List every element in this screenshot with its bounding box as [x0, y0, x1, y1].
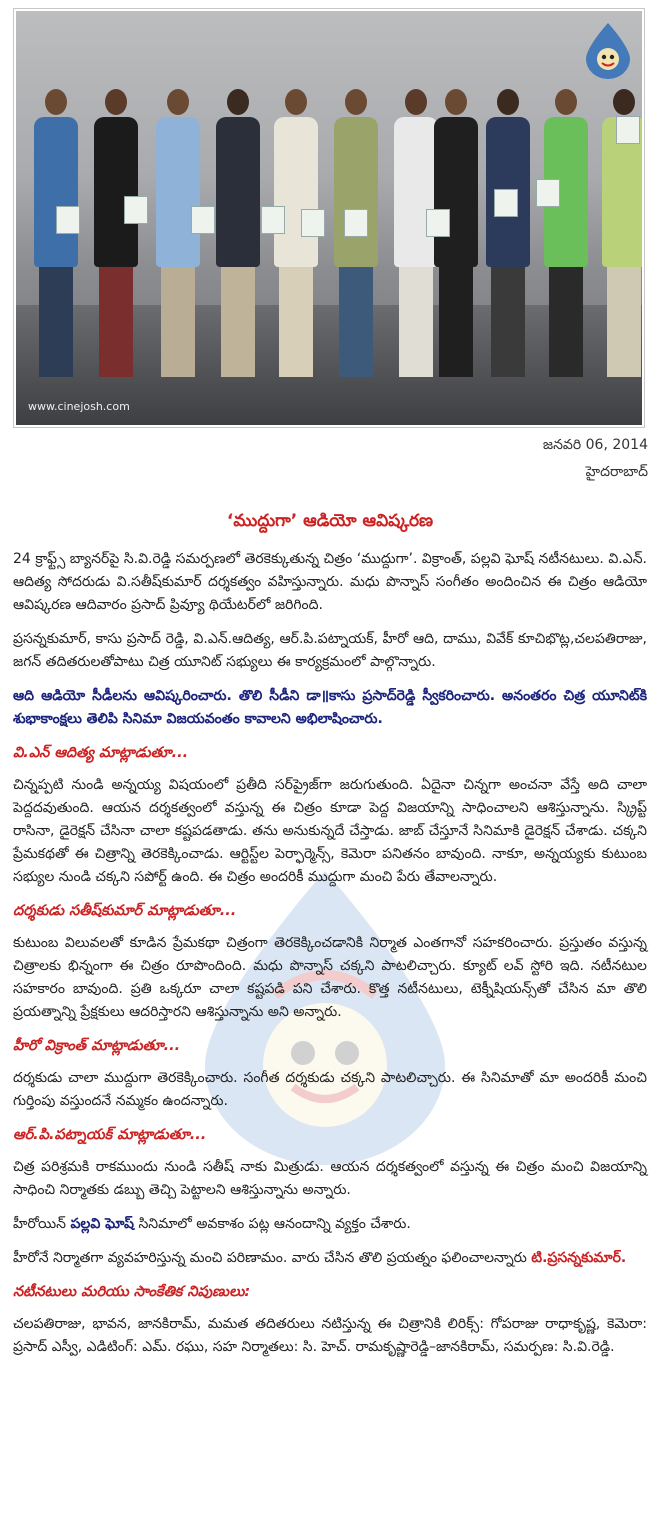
group-photo [16, 11, 642, 425]
cd-cover [536, 179, 560, 207]
cd-cover [344, 209, 368, 237]
section-heading: దర్శకుడు సతీష్‌కుమార్ మాట్లాడుతూ... [13, 903, 237, 919]
article-headline: ‘ముద్దుగా’ ఆడియో ఆవిష్కరణ [226, 511, 434, 531]
cd-cover [301, 209, 325, 237]
section-heading: హీరో విక్రాంత్ మాట్లాడుతూ... [13, 1038, 181, 1054]
paragraph [13, 1213, 647, 1236]
paragraph: కుటుంబ విలువలతో కూడిన ప్రేమకథా చిత్రంగా తెరకెక్కించడానికి నిర్మాత ఎంతగానో సహకరించారు. ప్రస్తుతం వస్తున్న చిత్రాలకు భిన్నంగా ఈ చిత్రం రూపొందింది. మధు పొన్నాస్ చక్కని పాటలిచ్చారు. క్యూట్ లవ్ స్టోరి ఇది. నటీనటుల సహకారం బావుంది. ప్రతి ఒక్కరూ చాలా కష్టపడి పని చేశారు. కొత్త నటీనటులు, టెక్నీషియన్స్‌తో చేసిన మా తొలి ప్రయత్నాన్ని ప్రేక్షకులు ఆదరిస్తారని ఆశిస్తున్నాను అని అన్నారు. [13, 935, 647, 1020]
article-place: హైదరాబాద్ [585, 464, 648, 480]
cd-cover [494, 189, 518, 217]
text: హీరోయిన్ [13, 1216, 71, 1232]
heroine-name: పల్లవి ఘోష్ [70, 1216, 135, 1232]
paragraph: చిన్నప్పటి నుండి అన్నయ్య విషయంలో ప్రతీది సర్‌ప్రైజ్‌గా జరుగుతుంది. ఏదైనా చిన్నగా అంచనా వేస్తే అది చాలా పెద్దదవుతుంది. ఆయన దర్శకత్వంలో వస్తున్న ఈ చిత్రం కూడా పెద్ద విజయాన్ని సాధించాలని ఆశిస్తున్నాను. స్క్రిప్ట్ రాసినా, డైరెక్షన్ చేసినా చాలా కష్టపడతాడు. తను అనుకున్నదే చేస్తాడు. జాబ్ చేస్తూనే సినిమాకి డైరెక్షన్ చేశాడు. చక్కని ప్రేమకథతో ఈ చిత్రాన్ని తెరకెక్కించాడు. ఆర్టిస్ట్‌ల పెర్ఫార్మెన్స్, కెమెరా పనితనం బావుంది. నాకూ, అన్నయ్యకు కుటుంబ సభ్యుల నుండి చక్కని సపోర్ట్ ఉంది. ఈ చిత్రం అందరికీ ముద్దుగా మంచి పేరు తేవాలన్నారు. [13, 777, 647, 885]
paragraph-highlight: ఆది ఆడియో సీడీలను ఆవిష్కరించారు. తొలి సీడీని డా॥కాసు ప్రసాద్‌రెడ్డి స్వీకరించారు. అనంతరం చిత్ర యూనిట్‌కి శుభాకాంక్షలు తెలిపి సినిమా విజయవంతం కావాలని అభిలాషించారు. [13, 688, 647, 727]
paragraph: చలపతిరాజు, భావన, జానకిరామ్, మమత తదితరులు నటిస్తున్న ఈ చిత్రానికి లిరిక్స్: గోపరాజు రాధాకృష్ణ, కెమెరా: ప్రసాద్ ఎస్వీ, ఎడిటింగ్: ఎమ్. రఘు, సహ నిర్మాతలు: సి. హెచ్. రామకృష్ణారెడ్డి–జానకిరామ్, సమర్పణ: సి.వి.రెడ్డి. [13, 1316, 647, 1355]
person-9 [486, 89, 530, 377]
cd-cover [56, 206, 80, 234]
section-heading: ఆర్.పి.పట్నాయక్ మాట్లాడుతూ... [13, 1127, 207, 1143]
person-4 [216, 89, 260, 377]
section-heading: నటీనటులు మరియు సాంకేతిక నిపుణులు: [13, 1284, 251, 1300]
cd-cover [191, 206, 215, 234]
paragraph [13, 1247, 647, 1270]
cd-cover [616, 116, 640, 144]
cd-cover [426, 209, 450, 237]
section-heading: వి.ఎన్ ఆదిత్య మాట్లాడుతూ... [13, 745, 189, 761]
paragraph: 24 క్రాఫ్ట్స్ బ్యానర్‌పై సి.వి.రెడ్డి సమర్పణలో తెరకెక్కుతున్న చిత్రం ‘ముద్దుగా’. విక్రాంత్, పల్లవి ఘోష్ నటీనటులు. వి.ఎన్. ఆదిత్య సోదరుడు వి.సతీష్‌కుమార్ దర్శకత్వం వహిస్తున్నారు. మధు పొన్నాస్ సంగీతం అందించిన ఈ చిత్రం ఆడియో ఆవిష్కరణ ఆదివారం ప్రసాద్ ప్రివ్యూ థియేటర్‌లో జరిగింది. [13, 551, 647, 613]
paragraph: ప్రసన్నకుమార్, కాసు ప్రసాద్ రెడ్డి, వి.ఎన్.ఆదిత్య, ఆర్.పి.పట్నాయక్, హీరో ఆది, దాము, వివేక్ కూచిభొట్ల,చలపతిరాజు, జగన్ తదితరులతోపాటు చిత్ర యూనిట్ సభ్యులు ఈ కార్యక్రమంలో పాల్గొన్నారు. [13, 631, 647, 670]
speaker-name: టి.ప్రసన్నకుమార్. [531, 1250, 627, 1266]
article-date: జనవరి 06, 2014 [542, 437, 648, 453]
text: సినిమాలో అవకాశం పట్ల ఆనందాన్ని వ్యక్తం చేశారు. [134, 1216, 411, 1232]
paragraph: దర్శకుడు చాలా ముద్దుగా తెరకెక్కించారు. సంగీత దర్శకుడు చక్కని పాటలిచ్చారు. ఈ సినిమాతో మా అందరికీ మంచి గుర్తింపు వస్తుందనే నమ్మకం ఉందన్నారు. [13, 1070, 647, 1109]
paragraph: చిత్ర పరిశ్రమకి రాకముందు నుండి సతీష్ నాకు మిత్రుడు. ఆయన దర్శకత్వంలో వస్తున్న ఈ చిత్రం మంచి విజయాన్ని సాధించి నిర్మాతకు డబ్బు తెచ్చి పెట్టాలని ఆశిస్తున్నాను అన్నారు. [13, 1159, 647, 1198]
cinejosh-logo-icon [582, 21, 634, 79]
person-2 [94, 89, 138, 377]
cd-cover [261, 206, 285, 234]
event-photo [13, 8, 645, 428]
photo-credit: www.cinejosh.com [28, 400, 130, 413]
text: హీరోనే నిర్మాతగా వ్యవహరిస్తున్న మంచి పరిణామం. వారు చేసిన తొలి ప్రయత్నం ఫలించాలన్నారు [13, 1250, 532, 1266]
person-10 [544, 89, 588, 377]
article-body [13, 548, 647, 1370]
cd-cover [124, 196, 148, 224]
